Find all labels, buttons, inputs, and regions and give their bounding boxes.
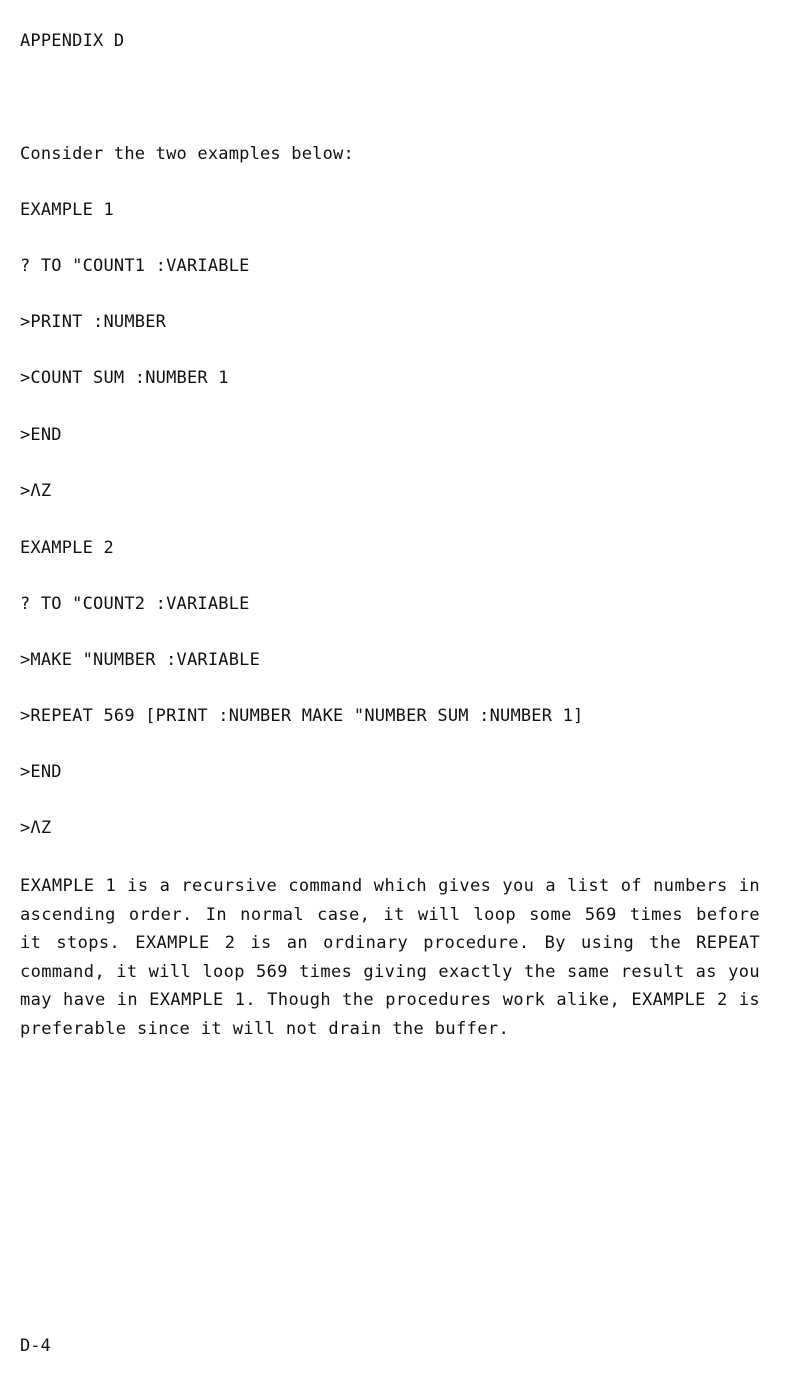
intro-text: Consider the two examples below:: [20, 144, 354, 164]
example-1-heading: EXAMPLE 1: [20, 200, 114, 220]
code-line: ? TO "COUNT1 :VARIABLE: [20, 256, 250, 276]
code-line: >PRINT :NUMBER: [20, 312, 167, 332]
code-line: >MAKE "NUMBER :VARIABLE: [20, 650, 261, 670]
code-line: ? TO "COUNT2 :VARIABLE: [20, 594, 250, 614]
page-number: D-4: [20, 1336, 51, 1356]
code-line: >ΛZ: [20, 818, 52, 838]
example-2-heading: EXAMPLE 2: [20, 538, 114, 558]
code-line: >COUNT SUM :NUMBER 1: [20, 368, 229, 388]
explanation-paragraph: EXAMPLE 1 is a recursive command which gives you a list of numbers in ascending order. In normal case, it will loop some 569 times before it stops. EXAMPLE 2 is an ordinary procedure. By using the REPEAT command, it will loop 569 times giving exactly the same result as you may have in EXAMPLE 1. Though the procedures work alike, EXAMPLE 2 is preferable since it will not drain the buffer.: [20, 876, 760, 1039]
code-line: >REPEAT 569 [PRINT :NUMBER MAKE "NUMBER SUM :NUMBER 1]: [20, 706, 584, 726]
page-title: APPENDIX D: [20, 31, 125, 51]
code-line: >END: [20, 425, 62, 445]
code-line: >END: [20, 762, 62, 782]
code-line: >ΛZ: [20, 481, 52, 501]
